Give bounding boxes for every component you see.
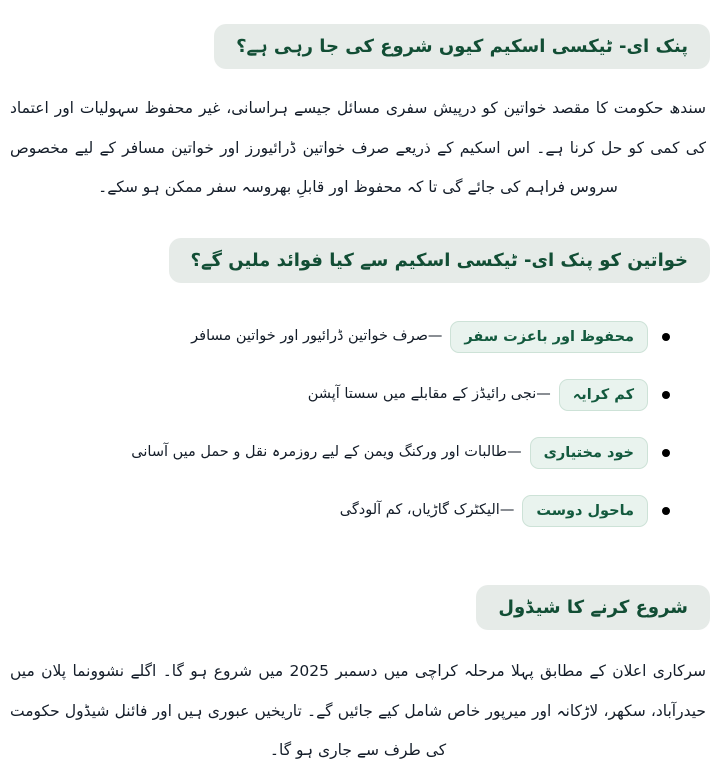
benefit-description: —صرف خواتین ڈرائیور اور خواتین مسافر	[191, 328, 443, 345]
benefit-badge-independence: خود مختیاری	[530, 437, 648, 469]
section-header-why-scheme: پنک ای- ٹیکسی اسکیم کیوں شروع کی جا رہی ہے؟	[214, 24, 710, 69]
benefit-description: —طالبات اور ورکنگ ویمن کے لیے روزمرہ نقل و حمل میں آسانی	[131, 444, 522, 461]
benefits-list	[0, 321, 670, 527]
bullet-icon	[662, 507, 670, 515]
list-item-eco-friendly	[0, 495, 670, 527]
list-item-independence	[0, 437, 670, 469]
paragraph-why-scheme: سندھ حکومت کا مقصد خواتین کو درپیش سفری مسائل جیسے ہراسانی، غیر محفوظ سہولیات اور اعتماد کی کمی کو حل کرنا ہے۔ اس اسکیم کے ذریعے صرف خواتین ڈرائیورز اور خواتین مسافر کے لیے مخصوص سروس فراہم کی جائے گی تا کہ محفوظ اور قابلِ بھروسہ سفر ممکن ہو سکے۔	[10, 99, 706, 197]
benefit-description: —نجی رائیڈز کے مقابلے میں سستا آپشن	[307, 386, 551, 403]
benefit-badge-low-fare: کم کرایہ	[559, 379, 648, 411]
paragraph-schedule: سرکاری اعلان کے مطابق پہلا مرحلہ کراچی میں دسمبر 2025 میں شروع ہو گا۔ اگلے نشوونما پلان میں حیدرآباد، سکھر، لاڑکانہ اور میرپور خاص شامل کیے جائیں گے۔ تاریخیں عبوری ہیں اور فائنل شیڈول حکومت کی طرف سے جاری ہو گا۔	[10, 662, 707, 760]
section-header-row	[0, 585, 716, 630]
bullet-icon	[662, 333, 670, 341]
section-header-schedule: شروع کرنے کا شیڈول	[476, 585, 710, 630]
bullet-icon	[662, 391, 670, 399]
bullet-icon	[662, 449, 670, 457]
benefit-badge-safe-travel: محفوظ اور باعزت سفر	[450, 321, 648, 353]
benefit-badge-eco-friendly: ماحول دوست	[522, 495, 648, 527]
list-item-safe-travel	[0, 321, 670, 353]
benefit-description: —الیکٹرک گاڑیاں، کم آلودگی	[339, 502, 515, 519]
list-item-low-fare	[0, 379, 670, 411]
section-header-benefits: خواتین کو پنک ای- ٹیکسی اسکیم سے کیا فوائد ملیں گے؟	[169, 238, 710, 283]
section-header-row	[0, 238, 716, 283]
section-header-row	[0, 24, 716, 69]
